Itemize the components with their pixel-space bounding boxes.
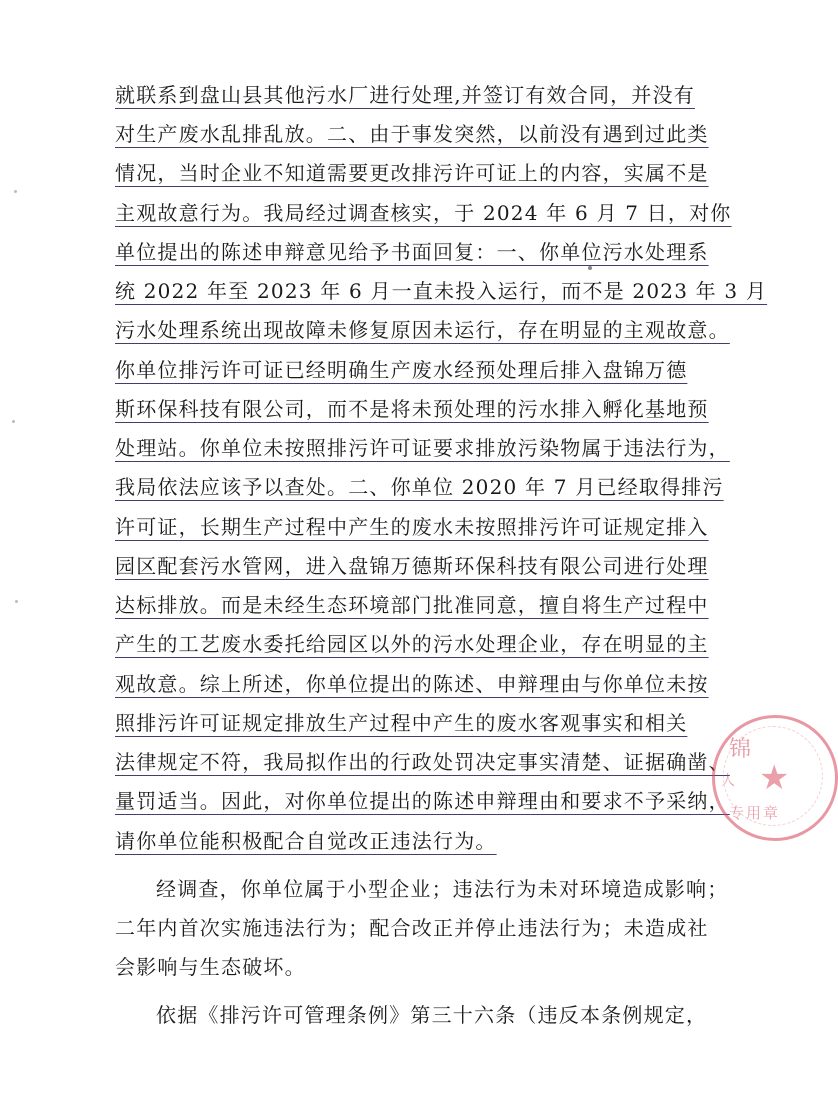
text-line-4: 主观故意行为。我局经过调查核实，于 2024 年 6 月 7 日，对你 [115, 201, 732, 225]
text-line-13: 园区配套污水管网，进入盘锦万德斯环保科技有限公司进行处理 [115, 554, 709, 578]
text-line-1: 就联系到盘山县其他污水厂进行处理,并签订有效合同，并没有 [115, 83, 695, 107]
text-line-9: 斯环保科技有限公司，而不是将未预处理的污水排入孵化基地预 [115, 397, 709, 421]
text-line-19: 量罚适当。因此，对你单位提出的陈述申辩理由和要求不予采纳， [115, 789, 730, 813]
seal-star-icon: ★ [759, 758, 790, 798]
text-line-2: 对生产废水乱排乱放。二、由于事发突然，以前没有遇到过此类 [115, 122, 709, 146]
seal-text-top: 锦 [729, 737, 752, 762]
paragraph-3-line-1: 依据《排污许可管理条例》第三十六条（违反本条例规定， [156, 1003, 708, 1027]
text-line-11: 我局依法应该予以查处。二、你单位 2020 年 7 月已经取得排污 [115, 475, 724, 499]
text-line-7: 污水处理系统出现故障未修复原因未运行，存在明显的主观故意。 [115, 318, 730, 342]
text-line-3: 情况，当时企业不知道需要更改排污许可证上的内容，实属不是 [115, 161, 709, 185]
text-line-14: 达标排放。而是未经生态环境部门批准同意，擅自将生产过程中 [115, 593, 709, 617]
official-seal [712, 715, 838, 841]
text-line-16: 观故意。综上所述，你单位提出的陈述、申辩理由与你单位未按 [115, 672, 709, 696]
paragraph-2-line-2: 二年内首次实施违法行为；配合改正并停止违法行为；未造成社 [115, 916, 709, 940]
scan-speck [12, 420, 15, 423]
text-line-20: 请你单位能积极配合自觉改正违法行为。 [115, 829, 497, 853]
text-line-5: 单位提出的陈述申辩意见给予书面回复：一、你单位污水处理系 [115, 240, 709, 264]
seal-text-side: 人 [721, 773, 735, 789]
scan-speck [15, 600, 18, 603]
text-line-18: 法律规定不符，我局拟作出的行政处罚决定事实清楚、证据确凿、 [115, 750, 730, 774]
paragraph-2-line-1: 经调查，你单位属于小型企业；违法行为未对环境造成影响； [156, 877, 729, 901]
seal-text-bottom: 专用章 [729, 804, 781, 822]
text-line-6: 统 2022 年至 2023 年 6 月一直未投入运行，而不是 2023 年 3 月 [115, 279, 768, 303]
text-line-15: 产生的工艺废水委托给园区以外的污水处理企业，存在明显的主 [115, 632, 709, 656]
text-line-12: 许可证，长期生产过程中产生的废水未按照排污许可证规定排入 [115, 515, 709, 539]
paragraph-2-line-3: 会影响与生态破坏。 [115, 955, 306, 979]
text-line-17: 照排污许可证规定排放生产过程中产生的废水客观事实和相关 [115, 711, 688, 735]
scan-speck [588, 266, 592, 270]
scan-speck [14, 190, 17, 193]
text-line-8: 你单位排污许可证已经明确生产废水经预处理后排入盘锦万德 [115, 358, 688, 382]
text-line-10: 处理站。你单位未按照排污许可证要求排放污染物属于违法行为， [115, 436, 730, 460]
